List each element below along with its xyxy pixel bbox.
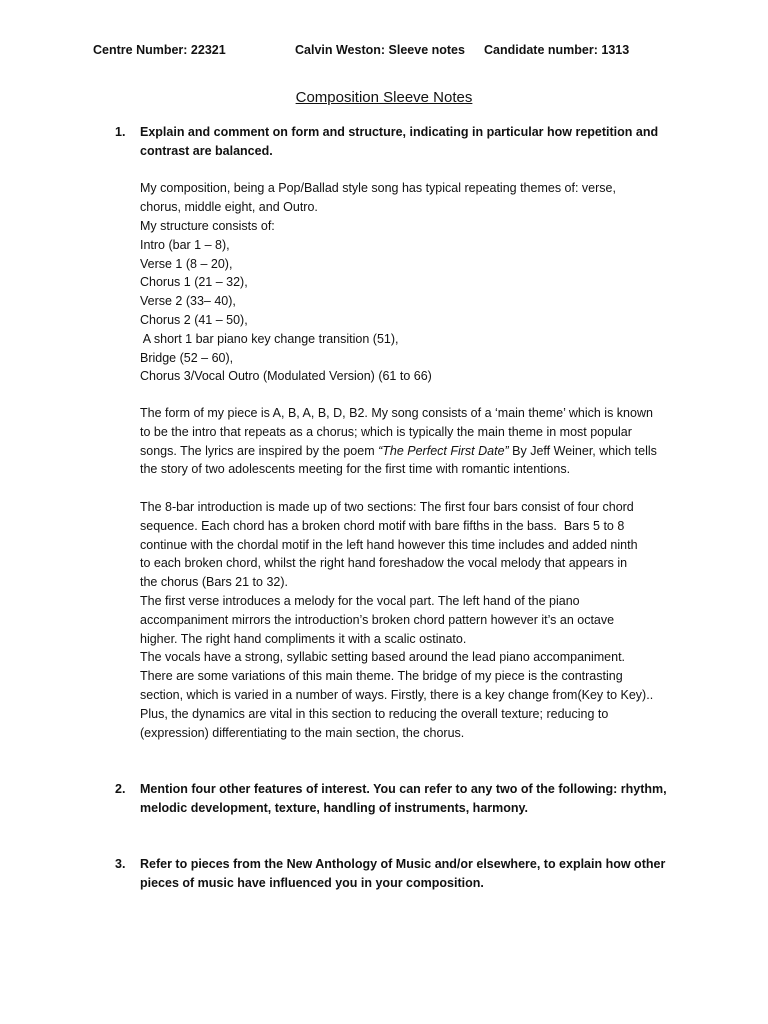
centre-number: Centre Number: 22321	[93, 43, 226, 57]
paragraph-line: to each broken chord, whilst the right hand foreshadow the vocal melody that appears in	[140, 556, 628, 571]
question-line: melodic development, texture, handling of instruments, harmony.	[140, 800, 529, 815]
structure-item: Bridge (52 – 60),	[140, 350, 234, 365]
paragraph-line: The vocals have a strong, syllabic setting based around the lead piano accompaniment.	[140, 650, 626, 665]
paragraph-line	[140, 442, 685, 461]
candidate-number: Candidate number: 1313	[484, 43, 630, 57]
paragraph-line: the story of two adolescents meeting for the first time with romantic intentions.	[140, 462, 571, 477]
question-line: Explain and comment on form and structure, indicating in particular how repetition and	[140, 125, 659, 139]
question-text	[140, 123, 685, 161]
document-title: Composition Sleeve Notes	[295, 89, 473, 106]
question-number: 1.	[115, 125, 126, 139]
structure-list	[140, 217, 685, 386]
question-line: pieces of music have influenced you in your composition.	[140, 875, 484, 890]
paragraph-line: continue with the chordal motif in the left hand however this time includes and added ninth	[140, 537, 638, 552]
structure-item: A short 1 bar piano key change transition (51),	[140, 331, 399, 346]
question-line: contrast are balanced.	[140, 143, 273, 158]
structure-item: Chorus 1 (21 – 32),	[140, 275, 248, 290]
structure-item: Verse 2 (33– 40),	[140, 294, 236, 309]
author-and-title: Calvin Weston: Sleeve notes	[295, 43, 465, 57]
structure-item: Chorus 3/Vocal Outro (Modulated Version) (61 to 66)	[140, 369, 432, 384]
paragraph-line: to be the intro that repeats as a chorus; which is typically the main theme in most popular	[140, 424, 632, 439]
question-text	[140, 780, 685, 818]
paragraph-line: chorus, middle eight, and Outro.	[140, 199, 318, 214]
page-header	[0, 43, 768, 61]
structure-item: Chorus 2 (41 – 50),	[140, 312, 248, 327]
paragraph-line: the chorus (Bars 21 to 32).	[140, 575, 288, 590]
paragraph-line: There are some variations of this main theme. The bridge of my piece is the contrasting	[140, 669, 623, 684]
question-line: Refer to pieces from the New Anthology of Music and/or elsewhere, to explain how other	[140, 857, 666, 871]
question-number: 3.	[115, 857, 126, 871]
text-run: songs. The lyrics are inspired by the poem	[140, 443, 379, 458]
introduction-analysis	[140, 498, 685, 742]
question-number: 2.	[115, 782, 126, 796]
structure-heading: My structure consists of:	[140, 219, 275, 233]
paragraph-line: higher. The right hand compliments it with a scalic ostinato.	[140, 631, 467, 646]
paragraph-line: sequence. Each chord has a broken chord motif with bare fifths in the bass. Bars 5 to 8	[140, 518, 625, 533]
question-line: Mention four other features of interest. You can refer to any two of the following: rhythm,	[140, 782, 667, 796]
paragraph-line: The form of my piece is A, B, A, B, D, B2. My song consists of a ‘main theme’ which is known	[140, 406, 653, 420]
text-run: By Jeff Weiner, which tells	[508, 443, 657, 458]
structure-item: Intro (bar 1 – 8),	[140, 237, 230, 252]
paragraph-line: section, which is varied in a number of ways. Firstly, there is a key change from(Key to Key)..	[140, 687, 654, 702]
paragraph-line: My composition, being a Pop/Ballad style song has typical repeating themes of: verse,	[140, 181, 616, 195]
question-text	[140, 855, 685, 893]
paragraph-line: The 8-bar introduction is made up of two sections: The first four bars consist of four chord	[140, 500, 634, 514]
paragraph-line: accompaniment mirrors the introduction’s broken chord pattern however it’s an octave	[140, 612, 615, 627]
paragraph-line: Plus, the dynamics are vital in this section to reducing the overall texture; reducing to	[140, 706, 609, 721]
paragraph-line: (expression) differentiating to the main section, the chorus.	[140, 725, 465, 740]
question-1	[115, 123, 685, 163]
paragraph-line: The first verse introduces a melody for the vocal part. The left hand of the piano	[140, 593, 580, 608]
structure-item: Verse 1 (8 – 20),	[140, 256, 233, 271]
question-2	[115, 780, 685, 820]
question-3	[115, 855, 685, 895]
intro-paragraph	[140, 179, 685, 217]
form-paragraph	[140, 404, 685, 479]
poem-title: “The Perfect First Date”	[378, 443, 509, 458]
